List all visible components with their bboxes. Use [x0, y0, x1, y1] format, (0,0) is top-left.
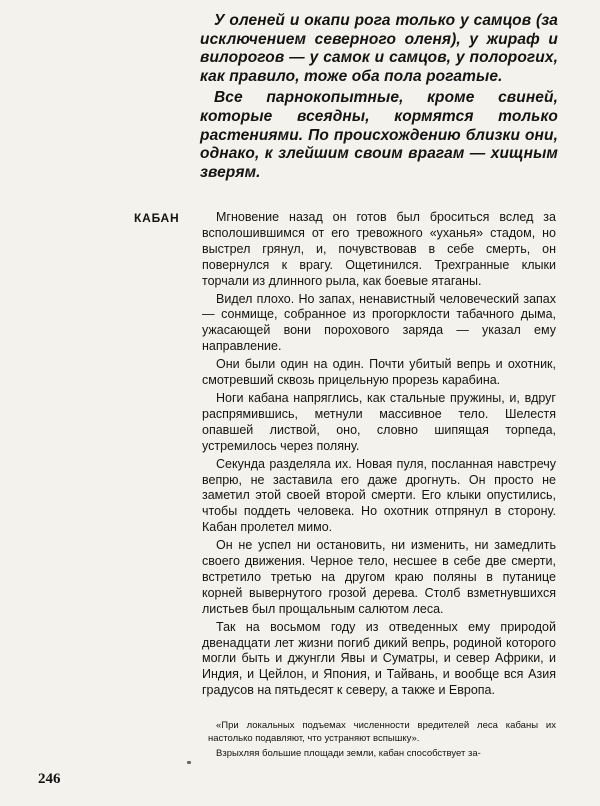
footnote-line-2: Взрыхляя большие площади земли, кабан способствует за-	[216, 748, 481, 759]
body-paragraph-2: Видел плохо. Но запах, ненавистный человеческий запах — сонмище, собранное из прогорклости табачного дыма, ужасающей вони порохового заряда — указал ему направление.	[202, 291, 556, 354]
page-number: 246	[38, 771, 61, 787]
body-text	[202, 210, 556, 701]
section-heading: КАБАН	[134, 211, 180, 225]
body-paragraph-4: Ноги кабана напряглись, как стальные пружины, и, вдруг распрямившись, метнули массивное тело. Шелестя опавшей листвой, оно, словно шипящая торпеда, устремилось через поляну.	[202, 390, 556, 453]
body-paragraph-5: Секунда разделяла их. Новая пуля, посланная навстречу вепрю, не заставила его даже дрогнуть. Он просто не заметил этой своей второй смерти. Его клыки опустились, чтобы поддеть человека. Но охотник отпрянул в сторону. Кабан пролетел мимо.	[202, 456, 556, 535]
intro-block	[200, 12, 558, 185]
footnote-marker	[187, 761, 191, 764]
body-paragraph-1: Мгновение назад он готов был броситься вслед за всполошившимся от его тревожного «уханья» стадом, но выстрел грянул, и, почувствовав в себе смерть, он повернулся к врагу. Ощетинился. Трехгранные клыки торчали из длинного рыла, как боевые ятаганы.	[202, 210, 556, 288]
intro-paragraph-2: Все парнокопытные, кроме свиней, которые всеядны, кормятся только растениями. По происхождению близки они, однако, к злейшим своим врагам — хищным зверям.	[200, 89, 558, 181]
intro-paragraph-1: У оленей и окапи рога только у самцов (за исключением северного оленя), у жираф и вилорогов — у самок и самцов, у полорогих, как правило, тоже оба пола рогатые.	[200, 12, 558, 85]
body-paragraph-7: Так на восьмом году из отведенных ему природой двенадцати лет жизни погиб дикий вепрь, родиной которого могли быть и джунгли Явы и Суматры, и север Африки, и Индия, и Цейлон, и Япония, и Тайвань, и вообще вся Азия градусов на пятьдесят к северу, а также и Европа.	[202, 619, 556, 698]
body-paragraph-6: Он не успел ни остановить, ни изменить, ни замедлить своего движения. Черное тело, несшее в себе две смерти, встретило третью на другом краю поляны в путанице корней вывернутого грозой дерева. Столб взметнувшихся листьев был прощальным салютом леса.	[202, 538, 556, 616]
footnote-line-1: «При локальных подъемах численности вредителей леса кабаны их настолько подавляют, что устраняют вспышку».	[208, 720, 556, 744]
footnotes	[208, 719, 556, 762]
body-paragraph-3: Они были один на один. Почти убитый вепрь и охотник, смотревший сквозь прицельную прорезь карабина.	[202, 357, 556, 388]
